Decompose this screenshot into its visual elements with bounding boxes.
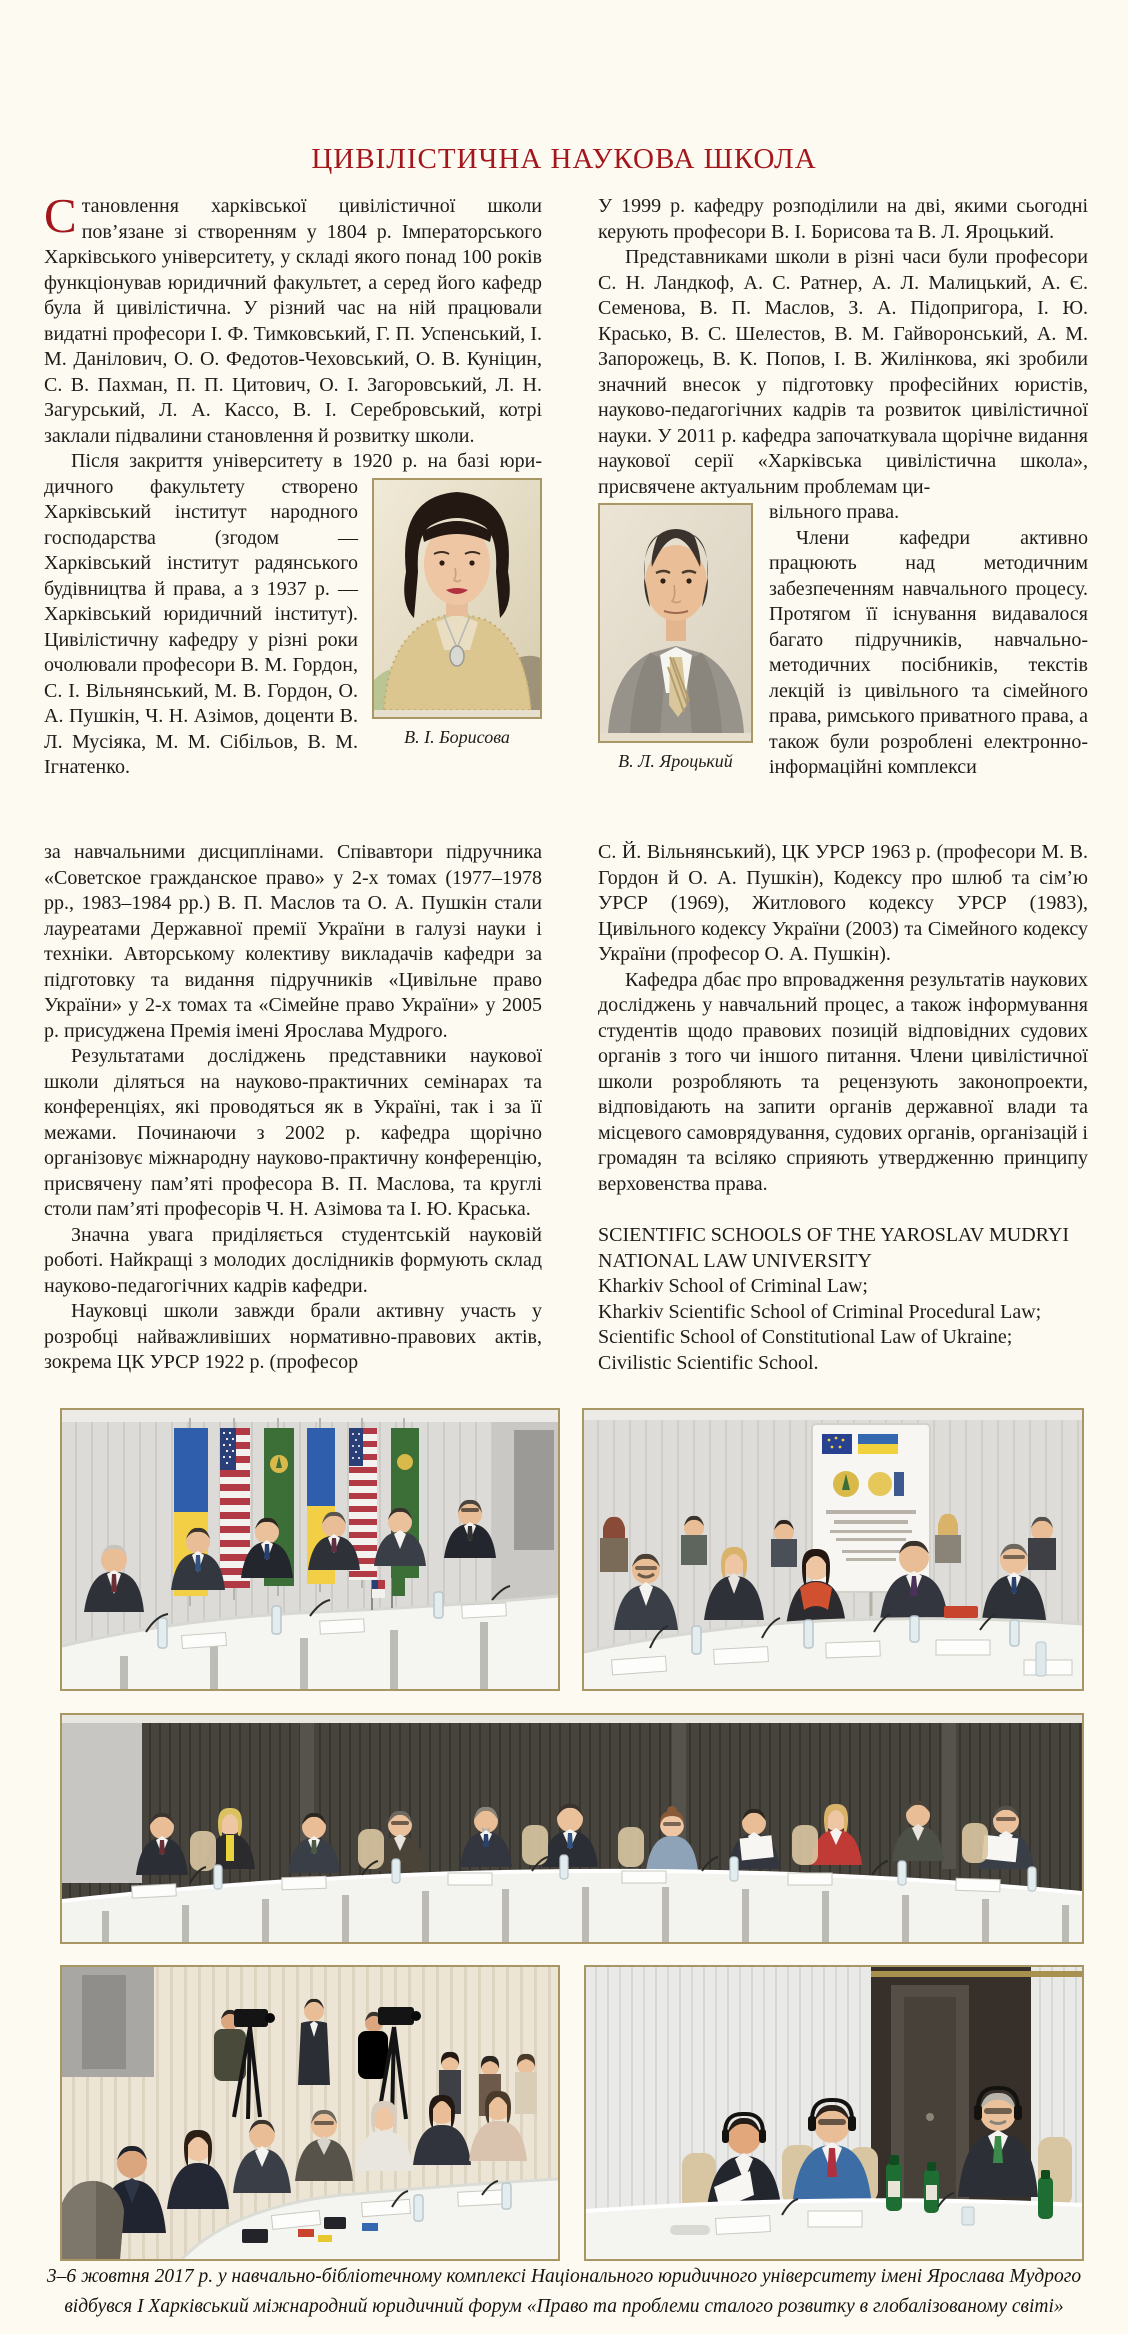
photo-set-caption bbox=[0, 2262, 1128, 2322]
portrait-yarotskyi-photo bbox=[598, 503, 753, 743]
portrait-yarotskyi-block bbox=[598, 503, 753, 771]
paragraph: У 1999 р. кафедру розподілили на дві, якими сьогодні керують професори В. І. Борисова та В. Л. Яроцький. bbox=[598, 195, 1088, 243]
paragraph: С. Й. Вільнянський), ЦК УРСР 1963 р. (професори М. В. Гордон й О. А. Пушкін), Кодексу про шлюб та сім’ю УРСР (1969), Житлового кодексу УРСР (1983), Цивільного кодексу України (2003) та Сімейного кодексу України (професор О. А. Пушкін). bbox=[598, 841, 1088, 965]
paragraph: Науковці школи завжди брали активну участь у розробці найважливіших нормативно-правових актів, зокрема ЦК УРСР 1922 р. (професор bbox=[44, 1300, 542, 1373]
drop-cap: С bbox=[44, 188, 77, 243]
paragraph: Представниками школи в різні часи були професори С. Н. Ландкоф, А. С. Ратнер, А. Л. Малицький, А. Є. Семенова, В. П. Маслов, З. А. Підопригора, І. Ю. Красько, В. С. Шелестов, В. М. Гайворонський, А. М. Запорожець, В. К. Попов, І. В. Жилінкова, які зробили значний внесок у підготовку професійних юристів, науково-педагогічних кадрів та розвиток цивілістичної науки. У 2011 р. кафедра започаткувала щорічне видання наукової серії «Харківська цивілістична школа», присвячене актуальним проблемам ци- bbox=[598, 246, 1088, 498]
photo-set-caption-line1: 3–6 жовтня 2017 р. у навчально-бібліотечному комплексі Національного юридичного університету імені Ярослава Мудрого bbox=[46, 2266, 1082, 2287]
conference-photo-roundtable-wide bbox=[60, 1713, 1084, 1944]
paragraph-text: тановлення харківської цивілістичної школи пов’язане зі створенням у 1804 р. Імператорського Харківського університету, у складі якого понад 100 років функціонував юридичний факультет, а серед його кафедр була й цивілістична. У різний час на ній працювали видатні професори І. Ф. Тимковський, Г. П. Успенський, І. М. Данілович, О. О. Федотов-Чеховський, О. В. Куніцин, С. В. Пахман, П. П. Цитович, О. І. Загоровський, Л. Н. Загурський, Л. А. Кассо, В. І. Серебровський, котрі заклали підвалини становлення й розвитку школи. bbox=[44, 195, 542, 447]
english-list-item: Civilistic Scientific School. bbox=[598, 1351, 819, 1374]
english-list-item: Kharkiv School of Criminal Law; bbox=[598, 1275, 868, 1297]
column-right-lower bbox=[598, 840, 1088, 1376]
paragraph: за навчальними дисциплінами. Співавтори підручника «Советское гражданское право» у 2-х томах (1977–1978 рр., 1983–1984 рр.) В. П. Маслов та О. А. Пушкін стали лауреатами Державної премії України в галузі науки і техніки. Авторському колективу викладачів кафедри за підготовку та видання підручників «Цивільне право України» у 2-х томах та «Сімейне право України» у 2005 р. присуджена Премія імені Ярослава Мудрого. bbox=[44, 841, 542, 1042]
paragraph: Значна увага приділяється студентській науковій роботі. Найкращі з молодих дослідників формують склад науково-педагогічних кадрів кафедри. bbox=[44, 1223, 542, 1297]
portrait-borysova-photo bbox=[372, 478, 542, 720]
conference-photo-speakers-banner bbox=[582, 1408, 1084, 1691]
paragraph bbox=[44, 188, 542, 449]
conference-photo-audience-cameras bbox=[60, 1965, 560, 2261]
text-wrap-block bbox=[44, 475, 542, 781]
english-heading: SCIENTIFIC SCHOOLS OF THE YAROSLAV MUDRYI NATIONAL LAW UNIVERSITY bbox=[598, 1224, 1070, 1272]
paragraph: вільного права. bbox=[769, 501, 900, 523]
column-left-upper bbox=[44, 188, 542, 781]
column-right-upper bbox=[598, 194, 1088, 781]
portrait-borysova-block bbox=[372, 478, 542, 748]
paragraph: Результатами досліджень представники наукової школи діляться на науково-практичних семінарах та конференціях, які проводяться як в Україні, так і за її межами. Починаючи з 2002 р. кафедра щорічно організовує міжнародну науково-практичну конференцію, присвячену пам’яті професора В. П. Маслова, та круглі столи пам’яті професорів Ч. Н. Азімова та І. Ю. Краська. bbox=[44, 1045, 542, 1220]
portrait-borysova-illustration bbox=[374, 480, 540, 710]
portrait-borysova-caption: В. І. Борисова bbox=[404, 727, 510, 747]
portrait-yarotskyi-illustration bbox=[600, 505, 751, 733]
english-list-item: Kharkiv Scientific School of Criminal Procedural Law; bbox=[598, 1300, 1042, 1323]
conference-photo-headphones bbox=[584, 1965, 1084, 2261]
page-title: ЦИВІЛІСТИЧНА НАУКОВА ШКОЛА bbox=[311, 143, 817, 176]
column-left-lower bbox=[44, 840, 542, 1376]
portrait-yarotskyi-caption: В. Л. Яроцький bbox=[618, 750, 733, 771]
text-wrap-block bbox=[598, 500, 1088, 781]
conference-photo-delegation-flags bbox=[60, 1408, 560, 1691]
paragraph: Члени кафедри активно працюють над методичним забезпеченням навчального процесу. Протягом її існування видавалося багато підручників, навчально-методичних посібників, текстів лекцій із цивільного та сімейного права, римського приватного права, а також були розроблені електронно-інформаційні комплекси bbox=[769, 526, 1088, 778]
photo-set-caption-line2: відбувся І Харківський міжнародний юридичний форум «Право та проблеми сталого розвитку в глобалізованому світі» bbox=[64, 2296, 1064, 2317]
paragraph: Після закриття університету в 1920 р. на базі юри- bbox=[71, 450, 542, 472]
paragraph: Кафедра дбає про впровадження результатів наукових досліджень у навчальний процес, а також інформування студентів щодо правових позицій відповідних судових органів з того чи іншого питання. Члени цивілістичної школи розробляють та рецензують законопроекти, відповідають на запити органів державної влади та місцевого самоврядування, судових органів, організацій і громадян та всіляко сприяють утвердженню принципу верховенства права. bbox=[598, 968, 1088, 1195]
paragraph: дичного факультету створено Харківський інститут народного господарства (згодом — Харківський інститут радянського будівництва й права, а з 1937 р. — Харківський юридичний інститут). Цивілістичну кафедру у різні роки очолювали професори В. М. Гордон, С. І. Вільнянський, М. В. Гордон, О. А. Пушкін, Ч. Н. Азімов, доценти В. Л. Мусіяка, М. М. Сібільов, В. М. Ігнатенко. bbox=[44, 475, 358, 778]
english-schools-block bbox=[598, 1223, 1088, 1376]
english-list-item: Scientific School of Constitutional Law of Ukraine; bbox=[598, 1326, 1013, 1348]
